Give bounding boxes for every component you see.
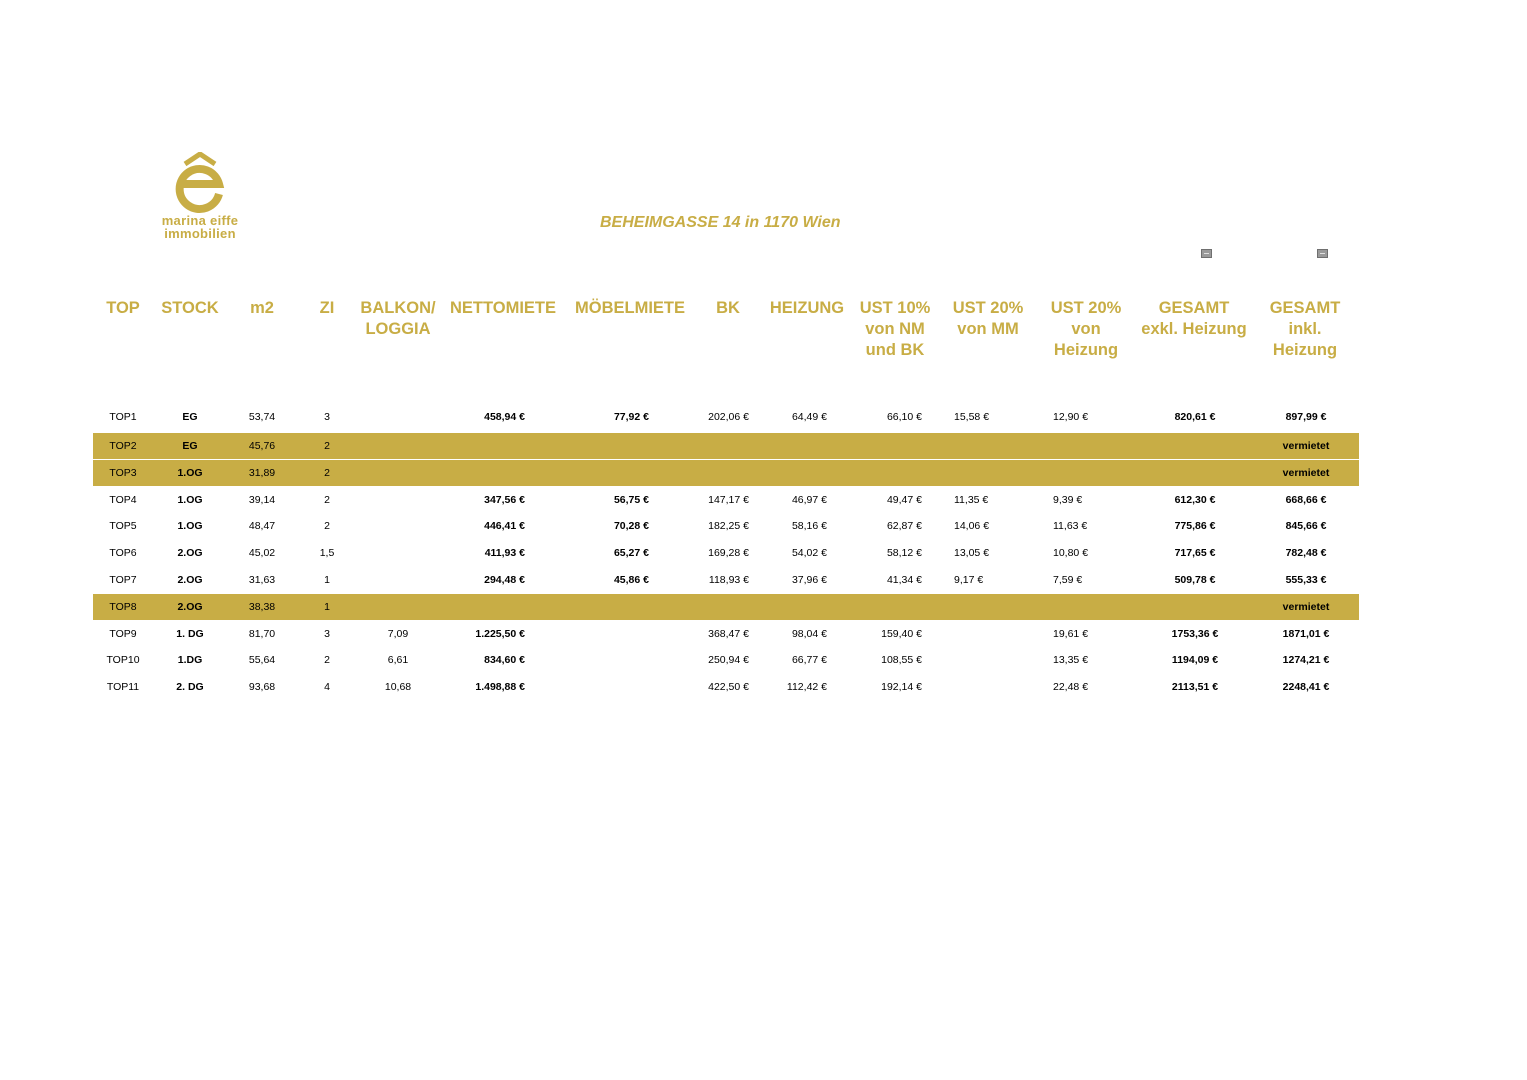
cell-ust20mm: 15,58 € <box>954 411 990 423</box>
header-balkon: BALKON/ LOGGIA <box>360 299 436 338</box>
cell-m2: 93,68 <box>248 681 276 693</box>
cell-gesamt-exkl: 820,61 € <box>1174 411 1216 423</box>
cell-ust10: 192,14 € <box>881 681 922 693</box>
cell-top: TOP3 <box>109 467 137 479</box>
cell-top: TOP7 <box>109 574 137 586</box>
comment-note-icon[interactable] <box>1317 249 1328 258</box>
header-zi: ZI <box>319 299 335 317</box>
header-ust20-mm: UST 20% von MM <box>952 299 1024 338</box>
cell-heizung: 66,77 € <box>791 654 827 666</box>
cell-zi: 3 <box>324 628 330 640</box>
cell-bk: 250,94 € <box>708 654 749 666</box>
cell-gesamt-exkl: 509,78 € <box>1174 574 1216 586</box>
cell-zi: 1,5 <box>319 547 335 559</box>
table-row <box>93 674 1359 700</box>
header-stock: STOCK <box>161 299 219 317</box>
cell-m2: 31,63 <box>248 574 276 586</box>
cell-moebelmiete: 56,75 € <box>613 494 649 506</box>
cell-ust20mm: 13,05 € <box>954 547 990 559</box>
cell-balkon: 10,68 <box>384 681 412 693</box>
cell-heizung: 46,97 € <box>791 494 827 506</box>
cell-stock: EG <box>182 440 198 452</box>
cell-nettomiete: 294,48 € <box>484 574 525 586</box>
cell-m2: 48,47 <box>248 520 276 532</box>
cell-stock: 1.OG <box>177 494 203 506</box>
table-row <box>93 487 1359 513</box>
cell-top: TOP9 <box>109 628 137 640</box>
cell-top: TOP2 <box>109 440 137 452</box>
logo-e-icon <box>174 152 226 214</box>
cell-zi: 4 <box>324 681 330 693</box>
header-m2: m2 <box>250 299 274 317</box>
cell-bk: 118,93 € <box>708 574 749 586</box>
cell-ust20heizung: 9,39 € <box>1053 494 1083 506</box>
cell-zi: 1 <box>324 601 330 613</box>
cell-stock: 2.OG <box>177 547 203 559</box>
cell-bk: 202,06 € <box>708 411 749 423</box>
cell-gesamt-inkl: 555,33 € <box>1285 574 1327 586</box>
cell-heizung: 58,16 € <box>791 520 827 532</box>
cell-nettomiete: 834,60 € <box>484 654 525 666</box>
cell-stock: 1. DG <box>176 628 204 640</box>
cell-gesamt-exkl: 612,30 € <box>1174 494 1216 506</box>
cell-ust20heizung: 13,35 € <box>1053 654 1089 666</box>
cell-gesamt-inkl: vermietet <box>1282 601 1330 613</box>
cell-m2: 81,70 <box>248 628 276 640</box>
cell-gesamt-inkl: 897,99 € <box>1285 411 1327 423</box>
cell-m2: 55,64 <box>248 654 276 666</box>
header-gesamt-inkl: GESAMT inkl. Heizung <box>1269 299 1341 359</box>
header-nettomiete: NETTOMIETE <box>449 299 557 317</box>
table-row <box>93 513 1359 539</box>
table-row <box>93 647 1359 673</box>
cell-gesamt-inkl: vermietet <box>1282 440 1330 452</box>
cell-heizung: 98,04 € <box>791 628 827 640</box>
table-row <box>93 621 1359 647</box>
cell-zi: 2 <box>324 494 330 506</box>
cell-moebelmiete: 65,27 € <box>613 547 649 559</box>
cell-gesamt-inkl: 1871,01 € <box>1282 628 1330 640</box>
cell-m2: 38,38 <box>248 601 276 613</box>
cell-m2: 45,02 <box>248 547 276 559</box>
cell-ust10: 58,12 € <box>886 547 922 559</box>
table-row <box>93 404 1359 430</box>
cell-gesamt-exkl: 717,65 € <box>1174 547 1216 559</box>
cell-bk: 422,50 € <box>708 681 749 693</box>
cell-ust20heizung: 22,48 € <box>1053 681 1089 693</box>
cell-ust20heizung: 12,90 € <box>1053 411 1089 423</box>
cell-nettomiete: 1.225,50 € <box>475 628 525 640</box>
cell-ust10: 66,10 € <box>886 411 922 423</box>
cell-m2: 39,14 <box>248 494 276 506</box>
cell-nettomiete: 1.498,88 € <box>475 681 525 693</box>
cell-top: TOP1 <box>109 411 137 423</box>
cell-gesamt-inkl: 668,66 € <box>1285 494 1327 506</box>
cell-ust20heizung: 7,59 € <box>1053 574 1083 586</box>
cell-gesamt-exkl: 1194,09 € <box>1171 654 1219 666</box>
cell-nettomiete: 411,93 € <box>484 547 525 559</box>
header-ust20-heizung: UST 20% von Heizung <box>1050 299 1122 359</box>
cell-heizung: 37,96 € <box>791 574 827 586</box>
cell-top: TOP4 <box>109 494 137 506</box>
cell-ust20mm: 9,17 € <box>954 574 984 586</box>
cell-nettomiete: 446,41 € <box>484 520 525 532</box>
cell-zi: 3 <box>324 411 330 423</box>
cell-ust20mm: 14,06 € <box>954 520 990 532</box>
cell-gesamt-exkl: 775,86 € <box>1174 520 1216 532</box>
cell-ust10: 41,34 € <box>886 574 922 586</box>
cell-top: TOP5 <box>109 520 137 532</box>
cell-top: TOP8 <box>109 601 137 613</box>
cell-heizung: 64,49 € <box>791 411 827 423</box>
cell-ust10: 62,87 € <box>886 520 922 532</box>
cell-gesamt-inkl: vermietet <box>1282 467 1330 479</box>
cell-ust10: 49,47 € <box>886 494 922 506</box>
cell-stock: 2.OG <box>177 601 203 613</box>
cell-zi: 2 <box>324 654 330 666</box>
cell-stock: 1.OG <box>177 467 203 479</box>
cell-bk: 368,47 € <box>708 628 749 640</box>
cell-zi: 2 <box>324 440 330 452</box>
header-bk: BK <box>716 299 740 317</box>
header-ust10: UST 10% von NM und BK <box>859 299 931 359</box>
cell-stock: 1.DG <box>177 654 203 666</box>
cell-heizung: 54,02 € <box>791 547 827 559</box>
cell-bk: 182,25 € <box>708 520 749 532</box>
cell-nettomiete: 458,94 € <box>484 411 525 423</box>
cell-m2: 53,74 <box>248 411 276 423</box>
logo-line-2: immobilien <box>164 226 236 241</box>
company-logo <box>150 152 250 240</box>
cell-moebelmiete: 70,28 € <box>613 520 649 532</box>
cell-zi: 2 <box>324 467 330 479</box>
cell-ust10: 159,40 € <box>881 628 922 640</box>
cell-ust20heizung: 19,61 € <box>1053 628 1089 640</box>
cell-gesamt-inkl: 1274,21 € <box>1282 654 1330 666</box>
cell-ust20heizung: 11,63 € <box>1053 520 1088 532</box>
cell-gesamt-inkl: 2248,41 € <box>1282 681 1330 693</box>
comment-note-icon[interactable] <box>1201 249 1212 258</box>
table-row <box>93 540 1359 566</box>
cell-m2: 45,76 <box>248 440 276 452</box>
cell-top: TOP10 <box>106 654 140 666</box>
cell-balkon: 6,61 <box>387 654 409 666</box>
cell-stock: EG <box>182 411 198 423</box>
cell-gesamt-inkl: 845,66 € <box>1285 520 1327 532</box>
page-title: BEHEIMGASSE 14 in 1170 Wien <box>600 214 841 231</box>
cell-ust20mm: 11,35 € <box>954 494 989 506</box>
header-moebelmiete: MÖBELMIETE <box>575 299 685 317</box>
header-heizung: HEIZUNG <box>769 299 845 317</box>
cell-m2: 31,89 <box>248 467 276 479</box>
cell-zi: 2 <box>324 520 330 532</box>
cell-gesamt-inkl: 782,48 € <box>1285 547 1327 559</box>
cell-moebelmiete: 45,86 € <box>613 574 649 586</box>
cell-stock: 2.OG <box>177 574 203 586</box>
cell-ust20heizung: 10,80 € <box>1053 547 1089 559</box>
logo-line-1: marina eiffe <box>161 213 239 228</box>
cell-bk: 147,17 € <box>708 494 749 506</box>
table-row <box>93 433 1359 459</box>
cell-ust10: 108,55 € <box>881 654 922 666</box>
table-row <box>93 567 1359 593</box>
cell-moebelmiete: 77,92 € <box>613 411 649 423</box>
header-gesamt-exkl: GESAMT exkl. Heizung <box>1141 299 1247 338</box>
table-row <box>93 460 1359 486</box>
cell-stock: 2. DG <box>176 681 204 693</box>
cell-top: TOP6 <box>109 547 137 559</box>
cell-balkon: 7,09 <box>387 628 409 640</box>
cell-heizung: 112,42 € <box>786 681 827 693</box>
cell-top: TOP11 <box>106 681 140 693</box>
cell-zi: 1 <box>324 574 330 586</box>
cell-bk: 169,28 € <box>708 547 749 559</box>
cell-gesamt-exkl: 2113,51 € <box>1171 681 1219 693</box>
cell-gesamt-exkl: 1753,36 € <box>1171 628 1219 640</box>
table-row <box>93 594 1359 620</box>
header-top: TOP <box>106 299 140 317</box>
cell-stock: 1.OG <box>177 520 203 532</box>
cell-nettomiete: 347,56 € <box>484 494 525 506</box>
